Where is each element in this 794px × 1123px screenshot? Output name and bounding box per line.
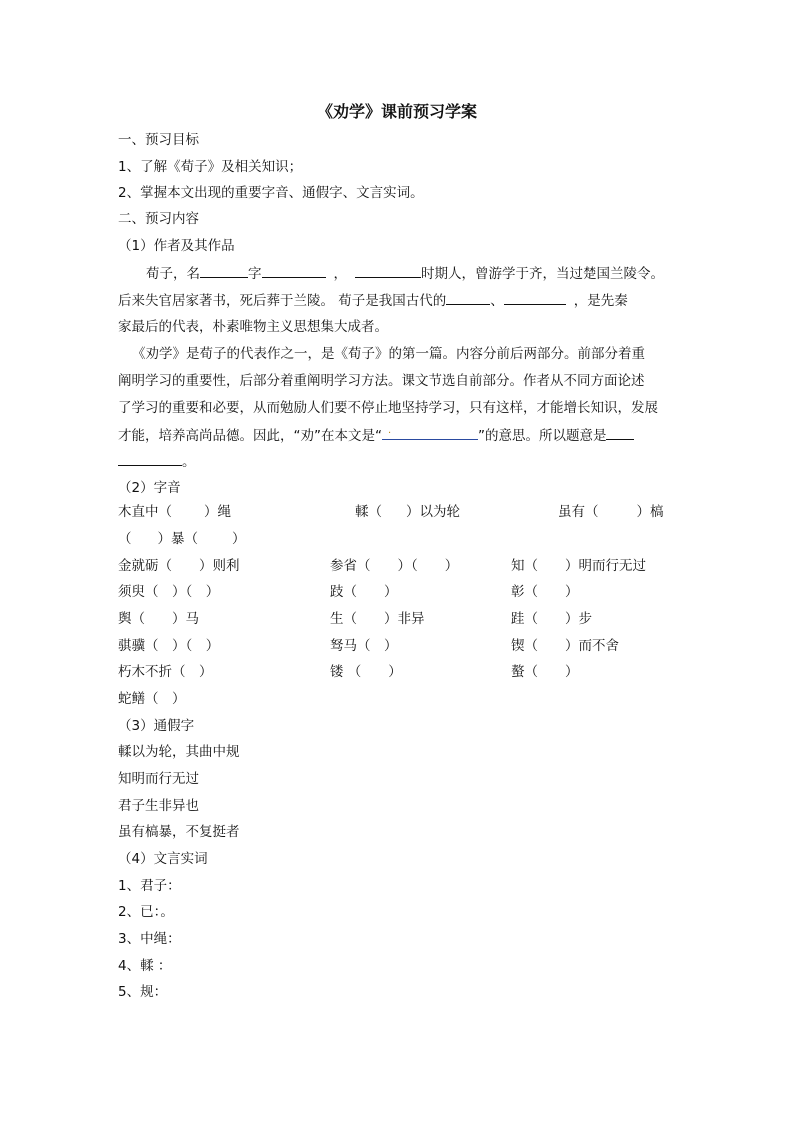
text: 后来失官居家著书，死后葬于兰陵。 荀子是我国古代的	[118, 293, 447, 309]
pronunciation-item: 跬（ ）步	[511, 611, 592, 627]
pronunciation-item: 螯（ ）	[511, 664, 579, 680]
pronunciation-item: 跂（ ）	[330, 584, 398, 600]
subsection-heading-tongjia: （3）通假字	[118, 718, 195, 734]
subsection-heading-pronunciation: （2）字音	[118, 480, 181, 496]
tongjia-item: 虽有槁暴，不复挺者	[118, 824, 240, 840]
subsection-heading-shici: （4）文言实词	[118, 851, 208, 867]
text: ）	[232, 531, 246, 547]
shici-item: 3、中绳：	[118, 931, 181, 947]
blank-field[interactable]	[606, 426, 634, 440]
shici-item: 2、已：。	[118, 904, 174, 920]
tongjia-item: 輮以为轮，其曲中规	[118, 744, 240, 760]
pronunciation-item: 彰（ ）	[511, 584, 579, 600]
quanxue-line-1: 《劝学》是荀子的代表作之一，是《荀子》的第一篇。内容分前后两部分。前部分着重	[132, 346, 645, 362]
section-heading-content: 二、预习内容	[118, 211, 199, 227]
section-heading-goals: 一、预习目标	[118, 132, 199, 148]
pronunciation-item	[118, 530, 246, 548]
pronunciation-item: 参省（ ）（ ）	[330, 558, 459, 574]
pronunciation-item: 金就砺（ ）则利	[118, 558, 240, 574]
text: ”的意思。所以题意是	[477, 428, 607, 444]
pronunciation-item	[118, 503, 231, 521]
page-title: 《劝学》课前预习学案	[316, 102, 477, 121]
pronunciation-item	[558, 503, 664, 521]
blank-field[interactable]	[200, 264, 248, 278]
author-line-1	[146, 264, 664, 283]
subsection-heading-author: （1）作者及其作品	[118, 238, 235, 254]
pronunciation-item: 驽马（ ）	[330, 638, 398, 654]
blank-field[interactable]	[504, 291, 566, 305]
quanxue-line-4	[118, 426, 634, 445]
text: 木直中（	[118, 504, 172, 520]
shici-item: 4、輮 ：	[118, 958, 172, 974]
pronunciation-item: 蛇鳝（ ）	[118, 691, 186, 707]
shici-item: 1、君子：	[118, 878, 181, 894]
shici-item: 5、规：	[118, 984, 168, 1000]
text: 时期人，曾游学于齐，当过楚国兰陵令。	[421, 266, 664, 282]
text: 才能，培养高尚品德。因此，“劝”在本文是“	[118, 428, 382, 444]
author-line-2	[118, 291, 628, 310]
text: 字	[248, 266, 262, 282]
pronunciation-item: 锲（ ）而不舍	[511, 638, 619, 654]
blank-field[interactable]	[118, 452, 182, 466]
quanxue-line-2: 阐明学习的重要性，后部分着重阐明学习方法。课文节选自前部分。作者从不同方面论述	[118, 373, 645, 389]
blank-field[interactable]	[262, 264, 326, 278]
text: 荀子，名	[146, 266, 200, 282]
quanxue-line-5	[118, 452, 196, 471]
pronunciation-item: 骐骥（ ）（ ）	[118, 638, 220, 654]
text: 虽有（	[558, 504, 599, 520]
text: （	[118, 531, 132, 547]
text: ）槁	[636, 504, 664, 520]
blank-field[interactable]: .	[382, 426, 478, 440]
text: ）暴（	[157, 531, 198, 547]
goal-item: 1、了解《荀子》及相关知识；	[118, 159, 303, 175]
tongjia-item: 君子生非异也	[118, 798, 199, 814]
pronunciation-item: 舆（ ）马	[118, 611, 199, 627]
goal-item: 2、掌握本文出现的重要字音、通假字、文言实词。	[118, 185, 424, 201]
pronunciation-item	[355, 503, 460, 521]
tongjia-item: 知明而行无过	[118, 771, 199, 787]
pronunciation-item: 镂 （ ）	[330, 664, 402, 680]
text: ，	[333, 266, 347, 282]
pronunciation-item: 生（ ）非异	[330, 611, 425, 627]
author-line-3: 家最后的代表，朴素唯物主义思想集大成者。	[118, 319, 388, 335]
text: ，是先秦	[573, 293, 628, 309]
text: 輮（	[355, 504, 382, 520]
blank-field[interactable]	[446, 291, 490, 305]
text: 。	[182, 454, 196, 470]
pronunciation-item: 知（ ）明而行无过	[511, 558, 646, 574]
blank-field[interactable]	[355, 264, 421, 278]
text: ）以为轮	[406, 504, 460, 520]
quanxue-line-3: 了学习的重要和必要，从而勉励人们要不停止地坚持学习，只有这样，才能增长知识，发展	[118, 400, 658, 416]
text: 、	[490, 293, 504, 309]
pronunciation-item: 朽木不折（ ）	[118, 664, 213, 680]
pronunciation-item: 须臾（ ）（ ）	[118, 584, 220, 600]
text: ）绳	[204, 504, 231, 520]
